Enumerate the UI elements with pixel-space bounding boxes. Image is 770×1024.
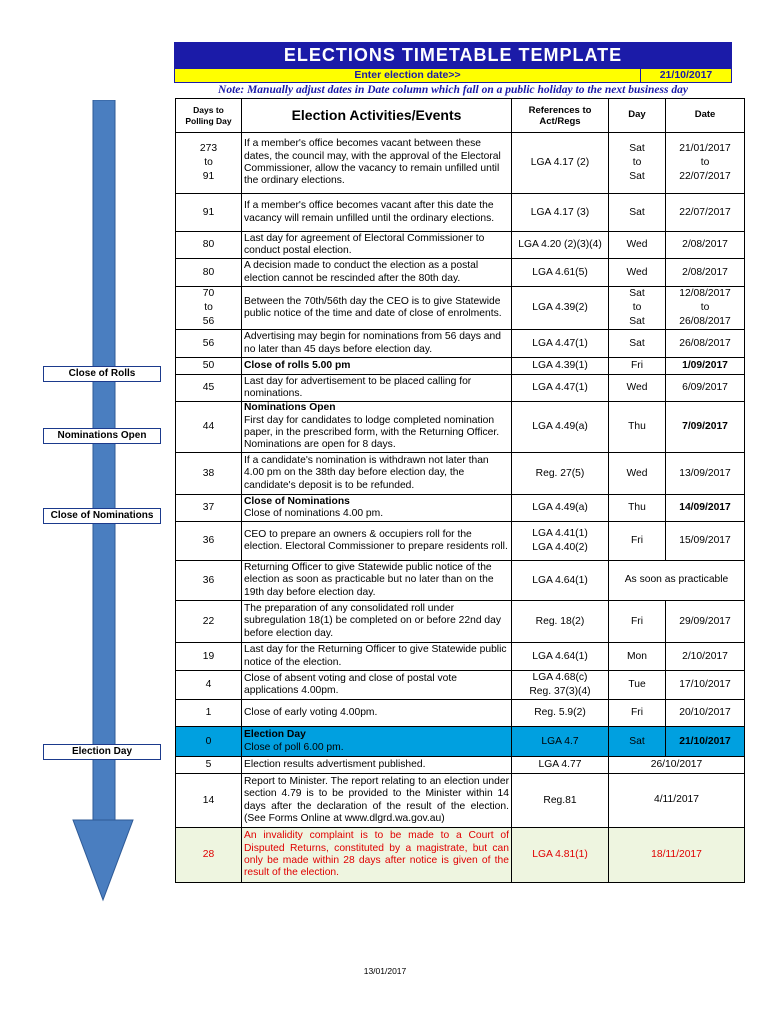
activity-text: An invalidity complaint is to be made to a Court of Disputed Returns, constituted by a magistrate, but can only be made within 28 days after notice is given of the result of the election.: [244, 830, 509, 879]
activity-cell: [242, 495, 512, 522]
days-value: 56: [202, 337, 215, 349]
activity-cell: [242, 133, 512, 194]
side-label-close-of-rolls: Close of Rolls: [43, 366, 161, 382]
days-value: 4: [205, 679, 212, 690]
table-row: [176, 522, 745, 561]
ref-value: LGA 4.68(c): [532, 672, 588, 683]
side-label-close-of-nominations: Close of Nominations: [43, 508, 161, 524]
activity-cell: [242, 561, 512, 601]
ref-value: LGA 4.64(1): [532, 650, 588, 662]
days-value: 5: [205, 759, 212, 770]
timetable: [175, 98, 745, 883]
activity-cell: [242, 828, 512, 883]
activity-text: Close of poll 6.00 pm.: [244, 741, 344, 753]
day-value: Thu: [628, 502, 646, 513]
days-value: 80: [202, 266, 215, 278]
table-row: [176, 700, 745, 727]
activity-text: Close of early voting 4.00pm.: [244, 706, 378, 718]
days-value: 19: [202, 650, 215, 662]
date-value: 2/10/2017: [682, 650, 728, 662]
table-row: [176, 259, 745, 287]
ref-value: LGA 4.17 (3): [530, 206, 590, 218]
header-day: Day: [609, 99, 666, 133]
date-value: to: [700, 302, 710, 313]
header-activities: Election Activities/Events: [242, 99, 512, 133]
day-value: Fri: [630, 535, 643, 546]
activity-text: First day for candidates to lodge completed nomination paper, in the prescribed form, with the Returning Officer. Nominations are open for 8 days.: [244, 414, 500, 451]
date-value: 22/07/2017: [679, 206, 731, 218]
daydate-cell: 4/11/2017: [609, 774, 745, 828]
activity-text: Report to Minister. The report relating to an election under section 4.79 is to be provided to the Minister within 14 days after the declaration of the result of the election. (See Forms Online at www.dlgrd.wa.gov.au): [244, 775, 509, 824]
header-references: References to Act/Regs: [512, 99, 609, 133]
ref-value: LGA 4.40(2): [532, 542, 588, 553]
date-value: 15/09/2017: [679, 535, 731, 546]
activity-text: Election results advertisment published.: [244, 758, 426, 770]
activity-heading: Nominations Open: [244, 402, 336, 414]
date-value: 22/07/2017: [679, 171, 731, 182]
date-value: 20/10/2017: [679, 707, 731, 718]
table-row: [176, 375, 745, 402]
date-value: 26/08/2017: [679, 316, 731, 327]
table-row: [176, 601, 745, 643]
date-value: 12/08/2017: [679, 288, 731, 299]
day-value: Wed: [626, 382, 648, 393]
header-days: Days to Polling Day: [176, 99, 242, 133]
day-value: Thu: [628, 421, 646, 432]
activity-text: Close of nominations 4.00 pm.: [244, 508, 384, 519]
day-value: to: [632, 157, 642, 168]
activity-text: A decision made to conduct the election as a postal election cannot be rescinded after the 80th day.: [244, 260, 479, 284]
date-value: 6/09/2017: [682, 382, 728, 393]
date-value: to: [700, 157, 710, 168]
day-value: Sat: [629, 171, 645, 182]
header-date: Date: [666, 99, 745, 133]
days-value: 44: [202, 421, 215, 432]
day-value: Wed: [626, 239, 648, 250]
day-value: Mon: [626, 650, 648, 662]
ref-value: LGA 4.49(a): [532, 502, 588, 513]
day-value: Wed: [626, 467, 648, 479]
date-value: 14/09/2017: [679, 502, 731, 513]
timetable-body: [176, 133, 745, 883]
table-row: [176, 402, 745, 453]
date-value: 29/09/2017: [679, 615, 731, 627]
days-value: 14: [202, 794, 215, 806]
activity-text: CEO to prepare an owners & occupiers roll for the election. Electoral Commissioner to prepare residents roll.: [244, 528, 508, 552]
date-value: 1/09/2017: [682, 360, 728, 371]
day-value: Sat: [629, 288, 645, 299]
activity-cell: [242, 643, 512, 671]
activity-heading: Election Day: [244, 729, 306, 741]
days-value: 1: [205, 707, 212, 718]
day-value: Fri: [630, 360, 643, 371]
activity-text: Last day for the Returning Officer to give Statewide public notice of the election.: [244, 644, 507, 668]
day-value: to: [632, 302, 642, 313]
day-value: Sat: [629, 316, 645, 327]
daydate-cell: 18/11/2017: [609, 828, 745, 883]
activity-text: Last day for agreement of Electoral Commissioner to conduct postal election.: [244, 232, 485, 256]
days-value: 22: [202, 615, 215, 627]
ref-value: LGA 4.17 (2): [530, 157, 590, 168]
days-value: 56: [202, 316, 215, 327]
date-value: 7/09/2017: [682, 421, 728, 432]
activity-cell: [242, 700, 512, 727]
ref-value: LGA 4.47(1): [532, 382, 588, 393]
table-row: [176, 561, 745, 601]
days-value: 0: [205, 735, 212, 747]
days-value: 80: [202, 239, 215, 250]
activity-cell: [242, 522, 512, 561]
table-row: [176, 757, 745, 774]
daydate-cell: 26/10/2017: [609, 757, 745, 774]
day-value: Tue: [628, 679, 646, 690]
day-value: Fri: [630, 615, 643, 627]
activity-cell: [242, 402, 512, 453]
activity-heading: Close of rolls 5.00 pm: [244, 359, 351, 371]
ref-value: LGA 4.64(1): [532, 574, 588, 586]
days-value: 36: [202, 535, 215, 546]
activity-text: Between the 70th/56th day the CEO is to give Statewide public notice of the time and date of close of enrolments.: [244, 295, 502, 319]
activity-cell: [242, 757, 512, 774]
days-value: 36: [202, 574, 215, 586]
activity-text: If a candidate's nomination is withdrawn not later than 4.00 pm on the 38th day before election day, the candidate's deposit is to be refunded.: [244, 454, 489, 491]
days-value: 273: [199, 143, 218, 154]
activity-cell: [242, 774, 512, 828]
activity-text: If a member's office becomes vacant after this date the vacancy will remain unfilled until the ordinary elections.: [244, 200, 495, 224]
ref-value: LGA 4.39(1): [532, 360, 588, 371]
ref-value: LGA 4.41(1): [532, 528, 588, 539]
table-row: [176, 358, 745, 375]
activity-cell: [242, 358, 512, 375]
table-row: [176, 232, 745, 259]
day-value: Sat: [629, 735, 645, 747]
date-value: 26/08/2017: [679, 337, 731, 349]
activity-text: The preparation of any consolidated roll under subregulation 18(1) be completed on or before 22nd day before election day.: [244, 602, 502, 639]
ref-value: LGA 4.77: [538, 759, 582, 770]
days-value: 45: [202, 382, 215, 393]
days-value: 28: [202, 849, 215, 860]
activity-cell: [242, 375, 512, 402]
day-value: Sat: [629, 337, 645, 349]
ref-value: LGA 4.47(1): [532, 337, 588, 349]
days-value: 50: [202, 360, 215, 371]
ref-value: LGA 4.81(1): [532, 849, 588, 860]
days-value: 91: [202, 171, 215, 182]
ref-value: Reg. 5.9(2): [534, 707, 586, 718]
activity-cell: [242, 727, 512, 757]
activity-cell: [242, 330, 512, 358]
table-row: [176, 671, 745, 700]
table-row: [176, 133, 745, 194]
activity-text: Close of absent voting and close of postal vote applications 4.00pm.: [244, 672, 457, 696]
days-value: 37: [202, 502, 215, 513]
activity-cell: [242, 194, 512, 232]
ref-value: Reg. 27(5): [535, 467, 585, 479]
date-value: 2/08/2017: [682, 239, 728, 250]
side-label-election-day: Election Day: [43, 744, 161, 760]
ref-value: Reg.81: [543, 794, 577, 806]
activity-text: If a member's office becomes vacant between these dates, the council may, with the approval of the Electoral Commissioner, allow the vacancy to remain unfilled until the ordinary elections.: [244, 138, 501, 187]
day-value: Sat: [629, 206, 645, 218]
enter-date-label: Enter election date>>: [354, 69, 461, 81]
election-date-bar: [174, 68, 732, 83]
daydate-cell: As soon as practicable: [609, 561, 745, 601]
ref-value: LGA 4.49(a): [532, 421, 588, 432]
ref-value: Reg. 37(3)(4): [529, 686, 591, 697]
ref-value: LGA 4.39(2): [532, 302, 588, 313]
day-value: Sat: [629, 143, 645, 154]
ref-value: LGA 4.20 (2)(3)(4): [518, 239, 602, 250]
ref-value: Reg. 18(2): [535, 615, 585, 627]
election-date-input[interactable]: 21/10/2017: [640, 69, 731, 82]
activity-cell: [242, 259, 512, 287]
table-row: [176, 495, 745, 522]
activity-text: Returning Officer to give Statewide public notice of the election as soon as practicable but no later than on the 19th day before election day.: [244, 561, 494, 598]
days-value: to: [204, 302, 213, 313]
activity-heading: Close of Nominations: [244, 495, 350, 507]
table-row: [176, 287, 745, 330]
date-value: 21/10/2017: [679, 735, 731, 747]
table-row: [176, 643, 745, 671]
activity-cell: [242, 453, 512, 495]
days-value: 70: [202, 288, 215, 299]
timeline-arrow-icon: [72, 100, 134, 905]
activity-cell: [242, 232, 512, 259]
table-row: [176, 828, 745, 883]
table-row: [176, 194, 745, 232]
ref-value: LGA 4.61(5): [532, 266, 588, 278]
date-value: 17/10/2017: [679, 679, 731, 690]
activity-cell: [242, 601, 512, 643]
table-row: [176, 727, 745, 757]
side-label-nominations-open: Nominations Open: [43, 428, 161, 444]
page-title: ELECTIONS TIMETABLE TEMPLATE: [174, 42, 732, 68]
day-value: Wed: [626, 266, 648, 278]
date-value: 13/09/2017: [679, 467, 731, 479]
days-value: 38: [202, 467, 215, 479]
footer-date: 13/01/2017: [363, 966, 407, 976]
ref-value: LGA 4.7: [541, 735, 579, 747]
table-row: [176, 330, 745, 358]
table-row: [176, 453, 745, 495]
date-value: 2/08/2017: [682, 266, 728, 278]
days-value: 91: [202, 206, 215, 218]
day-value: Fri: [630, 707, 643, 718]
date-value: 21/01/2017: [679, 143, 731, 154]
activity-cell: [242, 287, 512, 330]
activity-cell: [242, 671, 512, 700]
table-row: [176, 774, 745, 828]
activity-text: Advertising may begin for nominations from 56 days and no later than 45 days before election day.: [244, 331, 501, 355]
activity-text: Last day for advertisement to be placed calling for nominations.: [244, 375, 472, 399]
note-text: Note: Manually adjust dates in Date column which fall on a public holiday to the next business day: [218, 84, 688, 96]
days-value: to: [204, 157, 213, 168]
